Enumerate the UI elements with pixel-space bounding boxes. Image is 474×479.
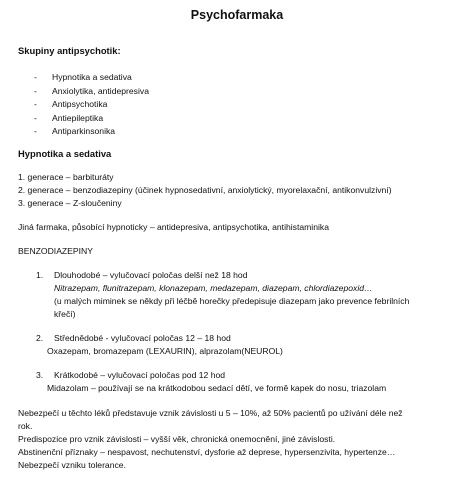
generation-line: 2. generace – benzodiazepiny (účinek hypnosedativní, anxiolytický, myorelaxační, antikonvulzivní) [18, 185, 392, 195]
item-number: 3. [36, 370, 44, 380]
hypnotics-heading: Hypnotika a sedativa [18, 148, 112, 159]
bullet-dash: - [34, 99, 37, 110]
item-number: 2. [36, 333, 44, 343]
generation-line: 3. generace – Z-sloučeniny [18, 198, 122, 208]
benzodiazepines-heading: BENZODIAZEPINY [18, 246, 93, 256]
list-item: - Antipsychotika [34, 98, 149, 112]
item-drugs: Nitrazepam, flunitrazepam, klonazepam, medazepam, diazepam, chlordiazepoxid… [54, 283, 373, 293]
item-number: 1. [36, 270, 44, 280]
item-title: Krátkodobé – vylučovací poločas pod 12 hod [54, 370, 226, 380]
groups-heading: Skupiny antipsychotik: [18, 45, 121, 56]
item-drugs: Oxazepam, bromazepam (LEXAURIN), alprazolam(NEUROL) [47, 346, 283, 356]
other-drugs-line: Jiná farmaka, působící hypnoticky – antidepresiva, antipsychotika, antihistaminika [18, 222, 329, 232]
item-note: křečí) [54, 309, 76, 319]
closing-line: Nebezpečí u těchto léků představuje vznik závislosti u 5 – 10%, až 50% pacientů po užívání déle než [18, 408, 403, 418]
item-drugs: Midazolam – používají se na krátkodobou sedací dětí, ve formě kapek do nosu, triazolam [47, 383, 387, 393]
list-item: - Hypnotika a sedativa [34, 71, 149, 85]
item-title: Střednědobé - vylučovací poločas 12 – 18 hod [54, 333, 231, 343]
bullet-dash: - [34, 126, 37, 137]
benzo-item-short [36, 370, 225, 380]
generation-line: 1. generace – barbituráty [18, 172, 114, 182]
benzo-item-medium [36, 333, 231, 343]
list-item: - Anxiolytika, antidepresiva [34, 85, 149, 99]
closing-line: Nebezpečí vzniku tolerance. [18, 460, 126, 470]
list-item: - Antiepileptika [34, 112, 149, 126]
document-title: Psychofarmaka [190, 8, 284, 22]
groups-list [34, 71, 149, 139]
item-title: Dlouhodobé – vylučovací poločas delší než 18 hod [54, 270, 248, 280]
bullet-dash: - [34, 72, 37, 82]
closing-line: rok. [18, 421, 33, 431]
bullet-dash: - [34, 85, 37, 96]
item-note: (u malých miminek se někdy při léčbě horečky předepisuje diazepam jako prevence febrilních [54, 296, 410, 306]
closing-line: Predispozice pro vznik závislosti – vyšší věk, chronická onemocnění, jiné závislosti. [18, 434, 336, 444]
bullet-dash: - [34, 112, 37, 123]
benzo-item-long [36, 270, 248, 280]
list-item: - Antiparkinsonika [34, 125, 149, 139]
closing-line: Abstinenční příznaky – nespavost, nechutenství, dysforie až deprese, hypersenzivita, hypertenze… [18, 447, 396, 457]
